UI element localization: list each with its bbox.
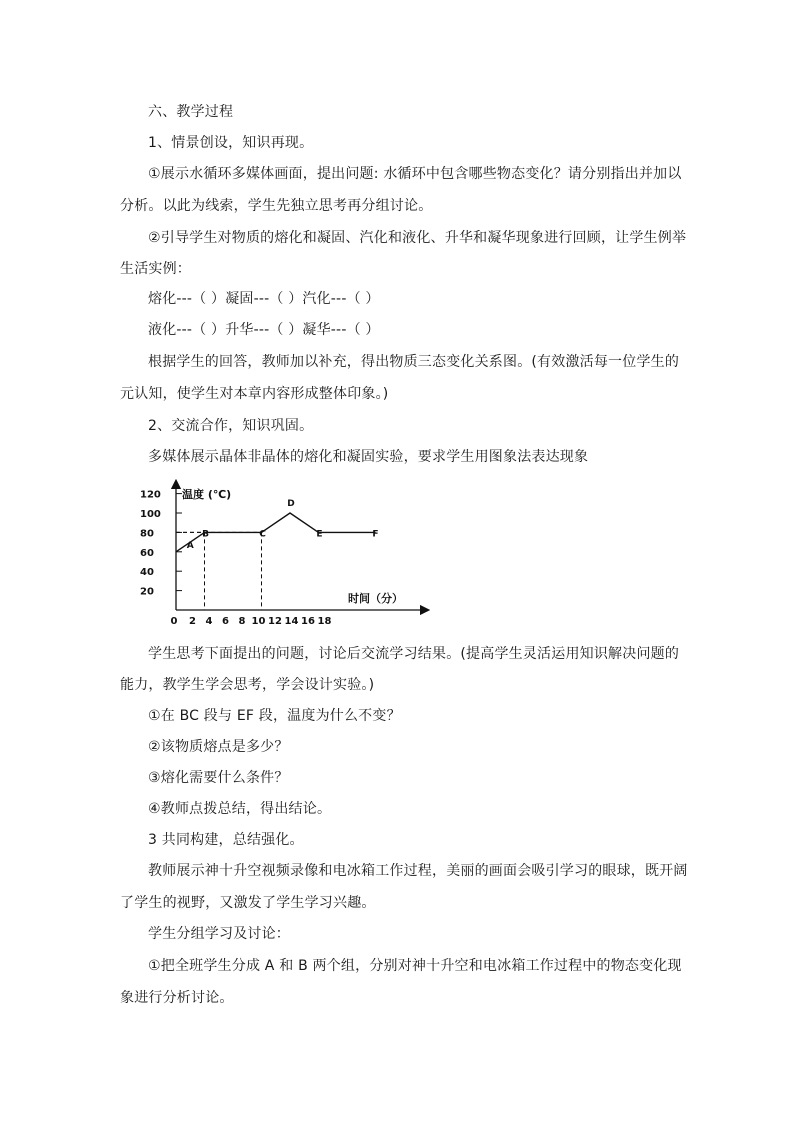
subheading-3: 3 共同构建，总结强化。: [148, 832, 304, 848]
x-tick-label: 12: [268, 616, 282, 627]
paragraph-line: ①把全班学生分成 A 和 B 两个组，分别对神十升空和电冰箱工作过程中的物态变化现: [148, 958, 682, 974]
y-tick-label: 20: [140, 586, 154, 598]
paragraph-line: 了学生的视野，又激发了学生学习兴趣。: [120, 895, 376, 911]
y-tick-label: 80: [140, 528, 154, 540]
x-tick-label: 6: [222, 616, 229, 627]
x-tick-label: 0: [170, 616, 178, 627]
point-label-d: D: [287, 499, 295, 509]
question-3: ③熔化需要什么条件？: [148, 770, 289, 786]
subheading-1: 1、情景创设，知识再现。: [148, 135, 314, 151]
paragraph-line: 根据学生的回答，教师加以补充，得出物质三态变化关系图。(有效激活每一位学生的: [148, 354, 680, 370]
paragraph-line: 学生思考下面提出的问题，讨论后交流学习结果。(提高学生灵活运用知识解决问题的: [148, 646, 680, 662]
paragraph-line: 生活实例：: [120, 261, 191, 277]
y-tick-label: 120: [140, 489, 161, 501]
point-label-e: E: [316, 529, 323, 540]
paragraph-line: 元认知，使学生对本章内容形成整体印象。): [120, 386, 389, 402]
y-tick-label: 60: [140, 547, 154, 559]
point-label-b: B: [202, 529, 209, 540]
point-label-f: F: [372, 529, 379, 540]
x-tick-label: 18: [317, 616, 332, 627]
paragraph-line: ②引导学生对物质的熔化和凝固、汽化和液化、升华和凝华现象进行回顾，让学生例举: [148, 230, 687, 246]
subheading-2: 2、交流合作，知识巩固。: [148, 418, 314, 434]
x-tick-label: 14: [284, 616, 299, 627]
y-tick-label: 100: [140, 509, 161, 520]
section-heading: 六、教学过程: [148, 104, 234, 120]
question-1: ①在 BC 段与 EF 段，温度为什么不变？: [148, 708, 401, 724]
x-tick-label: 4: [205, 616, 213, 627]
paragraph-line: 象进行分析讨论。: [120, 990, 234, 1006]
point-labels: [187, 499, 379, 551]
x-tick-label: 16: [301, 616, 315, 627]
paragraph-line: 能力，教学生学会思考，学会设计实验。): [120, 677, 375, 693]
paragraph-line: 分析。以此为线索，学生先独立思考再分组讨论。: [120, 198, 433, 214]
question-2: ②该物质熔点是多少？: [148, 739, 289, 755]
x-axis-label: 时间（分）: [348, 592, 403, 605]
x-tick-label: 8: [238, 616, 246, 627]
paragraph-line: 教师展示神十升空视频录像和电冰箱工作过程，美丽的画面会吸引学习的眼球，既开阔: [148, 863, 688, 879]
axis-ticks: [140, 490, 331, 627]
x-tick-label: 2: [189, 616, 196, 627]
paragraph-line: ①展示水循环多媒体画面，提出问题: 水循环中包含哪些物态变化？请分别指出并加以: [148, 166, 682, 182]
point-label-c: C: [259, 529, 266, 540]
y-axis-label: 温度 (℃): [182, 488, 232, 501]
blank-line: 液化---（ ）升华---（ ）凝华---（ ）: [148, 322, 380, 338]
melting-chart: [140, 478, 440, 628]
paragraph-line: 学生分组学习及讨论：: [148, 926, 290, 942]
point-label-a: A: [186, 541, 194, 552]
blank-line: 熔化---（ ）凝固---（ ）汽化---（ ）: [148, 291, 380, 307]
x-tick-label: 10: [251, 616, 266, 627]
paragraph-line: 多媒体展示晶体非晶体的熔化和凝固实验，要求学生用图象法表达现象: [148, 449, 589, 465]
question-4: ④教师点拨总结，得出结论。: [148, 801, 332, 817]
y-tick-label: 40: [140, 567, 154, 579]
